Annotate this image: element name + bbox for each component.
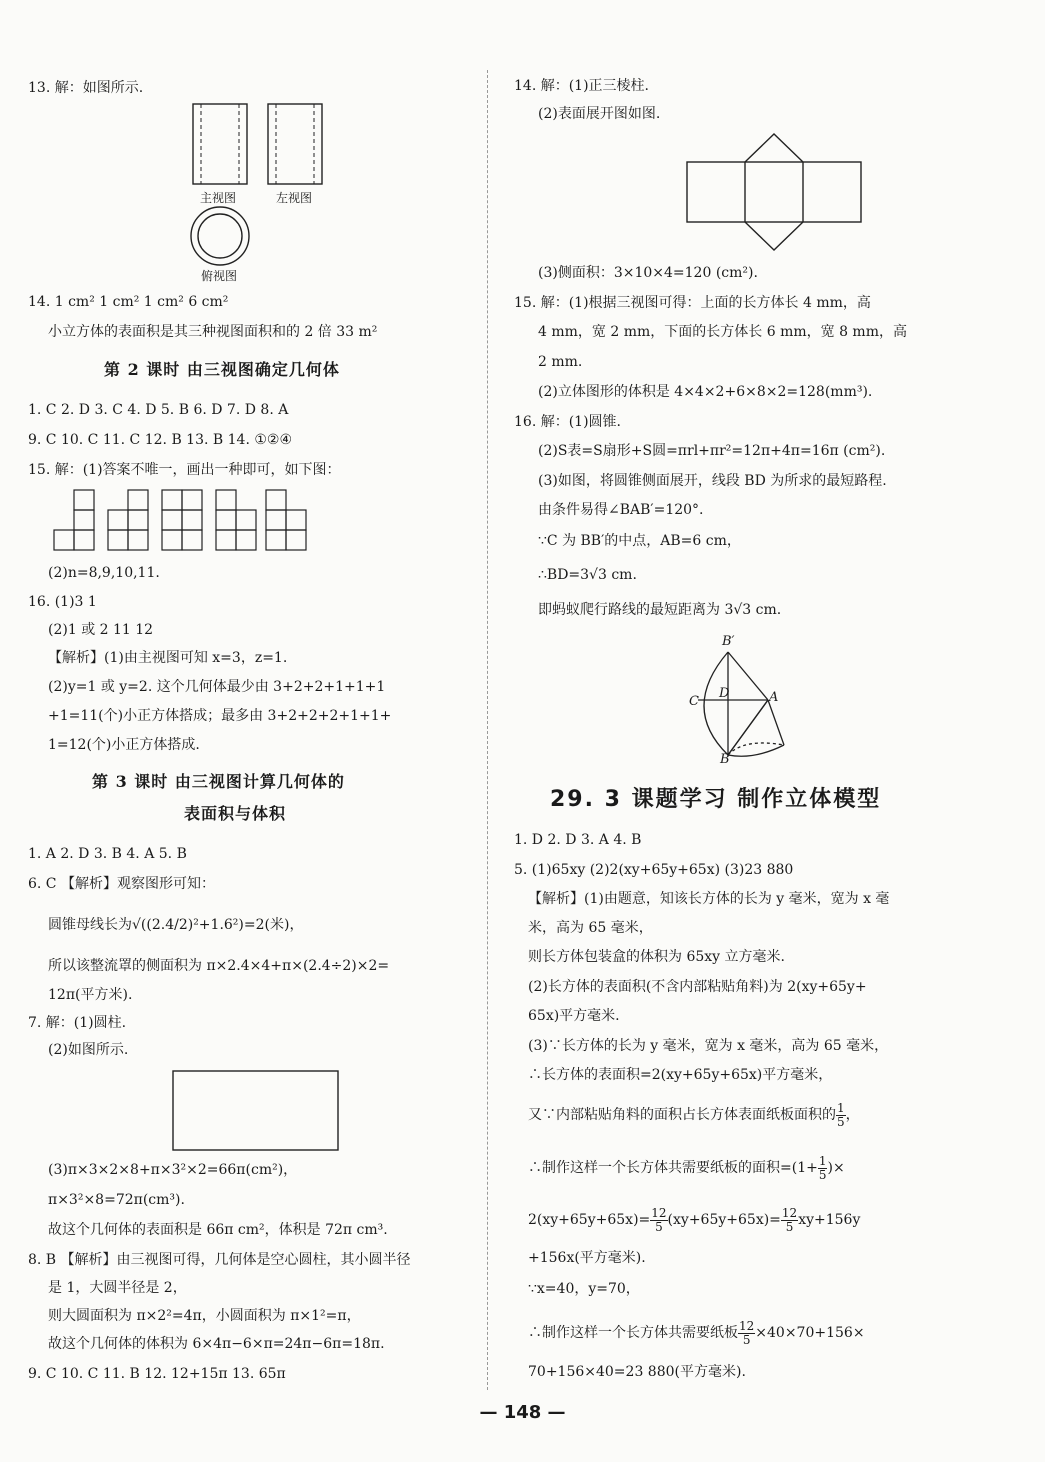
page-number: — 148 — bbox=[479, 1402, 566, 1423]
fig-label-b: B bbox=[720, 752, 730, 767]
lesson3-q7: 7. 解：(1)圆柱. bbox=[28, 1015, 127, 1031]
lesson3-q7-4: π×3²×8=72π(cm³). bbox=[48, 1192, 185, 1208]
fraction bbox=[650, 1207, 667, 1234]
fig-label-d: D bbox=[719, 686, 730, 701]
prism-net-figure bbox=[686, 132, 862, 252]
lesson2-q16-6: 1=12(个)小正方体搭成. bbox=[48, 737, 200, 753]
fraction bbox=[836, 1102, 846, 1129]
lesson3-q8-4: 故这个几何体的体积为 6×4π−6×π=24π−6π=18π. bbox=[48, 1336, 385, 1352]
lesson2-q16-3: 【解析】(1)由主视图可知 x=3，z=1. bbox=[48, 650, 288, 666]
q5-9-post: ， bbox=[845, 1107, 860, 1123]
r-q5-6: 65x)平方毫米. bbox=[528, 1008, 620, 1024]
lesson3-title-b: 表面积与体积 bbox=[184, 804, 287, 823]
fraction-den: 5 bbox=[742, 1332, 751, 1347]
r-q5-15: 70+156×40=23 880(平方毫米). bbox=[528, 1364, 746, 1380]
q5-10-post: )× bbox=[827, 1160, 845, 1176]
r-q5-4: 则长方体包装盒的体积为 65xy 立方毫米. bbox=[528, 949, 785, 965]
r-q14-2: (2)表面展开图如图. bbox=[538, 106, 661, 122]
r-q5-2: 【解析】(1)由题意，知该长方体的长为 y 毫米，宽为 x 毫 bbox=[528, 891, 890, 907]
r-q15-3: 2 mm. bbox=[538, 354, 583, 370]
q5-11-c: xy+156y bbox=[798, 1212, 861, 1228]
q14-text-b: 小立方体的表面积是其三种视图面积和的 2 倍 33 m² bbox=[48, 324, 378, 340]
q5-11-b: (xy+65y+65x)= bbox=[667, 1212, 781, 1228]
lesson3-answers-2: 9. C 10. C 11. B 12. 12+15π 13. 65π bbox=[28, 1366, 286, 1382]
q5-14-pre: ∴制作这样一个长方体共需要纸板 bbox=[528, 1325, 738, 1341]
top-view-label: 俯视图 bbox=[201, 269, 238, 283]
r-q5-10 bbox=[528, 1153, 845, 1183]
r-q16-3: (3)如图，将圆锥侧面展开，线段 BD 为所求的最短路程. bbox=[538, 473, 887, 489]
lesson2-answers-1: 1. C 2. D 3. C 4. D 5. B 6. D 7. D 8. A bbox=[28, 402, 289, 418]
lesson3-q6-a bbox=[48, 915, 303, 935]
q5-14-post: ×40×70+156× bbox=[755, 1325, 865, 1341]
lesson2-answers-2: 9. C 10. C 11. C 12. B 13. B 14. ①②④ bbox=[28, 432, 292, 448]
r-q16-7: 即蚂蚁爬行路线的最短距离为 3√3 cm. bbox=[538, 602, 782, 618]
r-q5-12: +156x(平方毫米). bbox=[528, 1250, 646, 1266]
side-view-label: 左视图 bbox=[276, 191, 313, 205]
r-q5-9 bbox=[528, 1100, 860, 1130]
r-q5-1: 5. (1)65xy (2)2(xy+65y+65x) (3)23 880 bbox=[514, 862, 794, 878]
r-q16-4: 由条件易得∠BAB′=120°. bbox=[538, 502, 704, 518]
lesson2-q16-1: 16. (1)3 1 bbox=[28, 594, 97, 610]
fraction-den: 5 bbox=[785, 1219, 794, 1234]
r-q5-8: ∴长方体的表面积=2(xy+65y+65x)平方毫米， bbox=[528, 1067, 833, 1083]
r-q5-11 bbox=[528, 1205, 860, 1235]
fig-label-b-prime: B′ bbox=[722, 634, 735, 649]
fig-label-c: C bbox=[689, 694, 699, 709]
r-q5-7: (3)∵长方体的长为 y 毫米，宽为 x 毫米，高为 65 毫米， bbox=[528, 1038, 889, 1054]
r-q16-1: 16. 解：(1)圆锥. bbox=[514, 414, 621, 430]
r-q15-2: 4 mm，宽 2 mm，下面的长方体长 6 mm，宽 8 mm，高 bbox=[538, 324, 907, 340]
lesson2-q16-2: (2)1 或 2 11 12 bbox=[48, 622, 154, 638]
lesson3-q8-1: 8. B 【解析】由三视图可得，几何体是空心圆柱，其小圆半径 bbox=[28, 1252, 411, 1268]
r-q16-5: ∵C 为 BB′的中点，AB=6 cm， bbox=[538, 533, 741, 549]
lesson2-q16-4: (2)y=1 或 y=2. 这个几何体最少由 3+2+2+1+1+1 bbox=[48, 679, 386, 695]
lesson3-q8-2: 是 1，大圆半径是 2， bbox=[48, 1280, 187, 1296]
lesson3-q7-5: 故这个几何体的表面积是 66π cm²，体积是 72π cm³. bbox=[48, 1222, 388, 1238]
q5-10-pre: ∴制作这样一个长方体共需要纸板的面积=(1+ bbox=[528, 1160, 818, 1176]
q15-grids-figure bbox=[54, 488, 314, 552]
q6-a-expr: √((2.4/2)²+1.6²) bbox=[132, 917, 244, 933]
q5-9-pre: 又∵内部粘贴角料的面积占长方体表面纸板面积的 bbox=[528, 1107, 836, 1123]
r-q14-3: (3)侧面积：3×10×4=120 (cm²). bbox=[538, 265, 758, 281]
fraction-den: 5 bbox=[818, 1167, 827, 1182]
q13-text: 13. 解：如图所示. bbox=[28, 80, 144, 96]
column-divider bbox=[487, 70, 488, 1390]
lesson3-q7-3: (3)π×3×2×8+π×3²×2=66π(cm²)， bbox=[48, 1162, 298, 1178]
q6-a-pre: 圆锥母线长为 bbox=[48, 917, 132, 933]
lesson3-q6-b: 所以该整流罩的侧面积为 π×2.4×4+π×(2.4÷2)×2= bbox=[48, 958, 390, 974]
r-q5-3: 米，高为 65 毫米， bbox=[528, 920, 653, 936]
fraction-den: 5 bbox=[655, 1219, 663, 1234]
q6-a-post: =2(米)， bbox=[243, 917, 304, 933]
q5-11-a: 2(xy+65y+65x)= bbox=[528, 1212, 651, 1228]
fraction-num: 1 bbox=[818, 1153, 827, 1168]
r-answers-1: 1. D 2. D 3. A 4. B bbox=[514, 832, 642, 848]
fraction-num: 12 bbox=[739, 1318, 755, 1333]
lesson2-q16-5: +1=11(个)小正方体搭成；最多由 3+2+2+2+1+1+ bbox=[48, 708, 392, 724]
section-title: 29. 3 课题学习 制作立体模型 bbox=[550, 787, 882, 812]
fraction bbox=[781, 1207, 798, 1234]
r-q5-13: ∵x=40，y=70， bbox=[528, 1281, 640, 1297]
r-q5-5: (2)长方体的表面积(不含内部粘贴角料)为 2(xy+65y+ bbox=[528, 979, 867, 995]
front-view-label: 主视图 bbox=[200, 191, 237, 205]
lesson3-answers-1: 1. A 2. D 3. B 4. A 5. B bbox=[28, 846, 187, 862]
r-q15-1: 15. 解：(1)根据三视图可得：上面的长方体长 4 mm，高 bbox=[514, 295, 871, 311]
q7-rectangle-figure bbox=[172, 1070, 340, 1152]
lesson2-title: 第 2 课时 由三视图确定几何体 bbox=[104, 360, 340, 379]
r-q16-6: ∴BD=3√3 cm. bbox=[538, 567, 637, 583]
fraction-num: 1 bbox=[837, 1100, 845, 1115]
fraction-num: 12 bbox=[781, 1205, 798, 1220]
lesson3-q7-2: (2)如图所示. bbox=[48, 1042, 129, 1058]
r-q5-14 bbox=[528, 1318, 865, 1348]
r-q15-4: (2)立体图形的体积是 4×4×2+6×8×2=128(mm³). bbox=[538, 384, 873, 400]
fraction-den: 5 bbox=[837, 1114, 845, 1129]
r-q16-2: (2)S表=S扇形+S圆=πrl+πr²=12π+4π=16π (cm²). bbox=[538, 443, 886, 459]
lesson3-q6-c: 12π(平方米). bbox=[48, 987, 133, 1003]
fraction bbox=[738, 1320, 755, 1347]
fig-label-a: A bbox=[769, 690, 779, 705]
lesson3-q6: 6. C 【解析】观察图形可知： bbox=[28, 876, 215, 892]
r-q14-1: 14. 解：(1)正三棱柱. bbox=[514, 78, 649, 94]
lesson3-q8-3: 则大圆面积为 π×2²=4π，小圆面积为 π×1²=π， bbox=[48, 1308, 361, 1324]
lesson3-title-a: 第 3 课时 由三视图计算几何体的 bbox=[92, 772, 345, 791]
lesson2-q15-2: (2)n=8,9,10,11. bbox=[48, 565, 160, 581]
lesson2-q15: 15. 解：(1)答案不唯一，画出一种即可，如下图： bbox=[28, 462, 341, 478]
q14-text: 14. 1 cm² 1 cm² 1 cm² 6 cm² bbox=[28, 294, 229, 310]
fraction-num: 12 bbox=[651, 1205, 667, 1220]
